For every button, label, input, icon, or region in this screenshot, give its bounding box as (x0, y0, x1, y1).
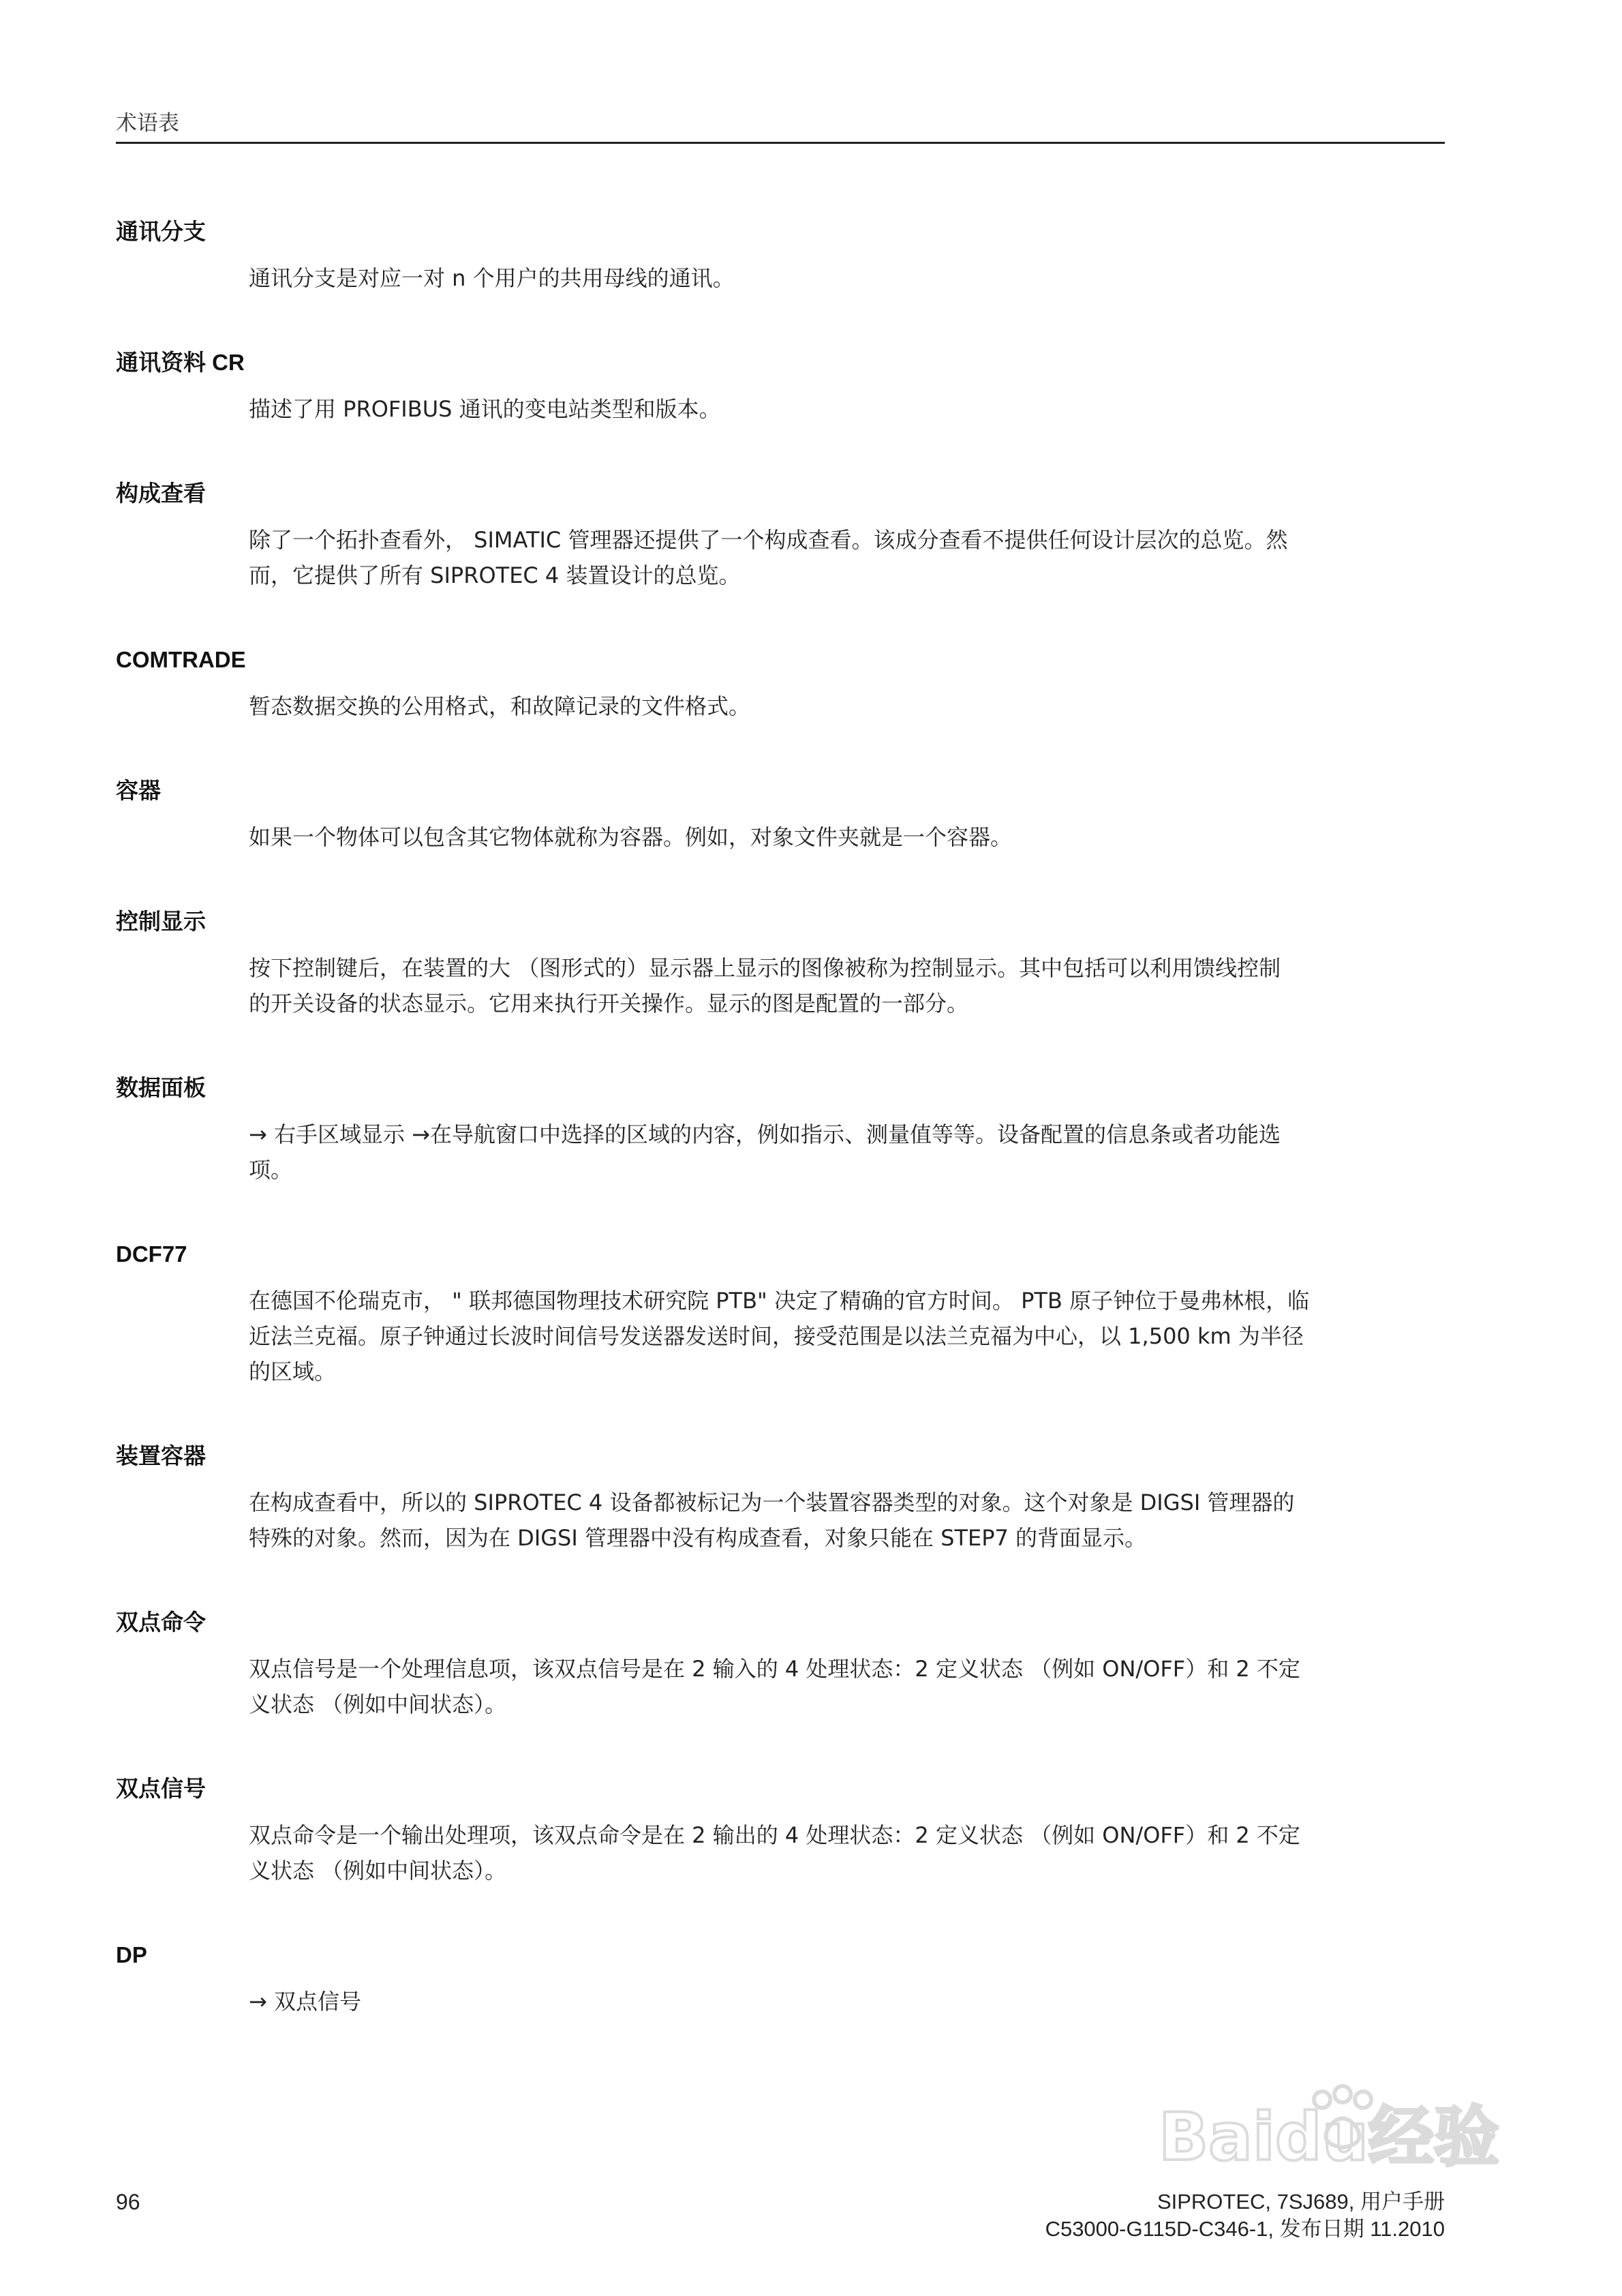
page-number: 96 (116, 2190, 140, 2214)
glossary-term: 通讯分支 (116, 219, 206, 244)
glossary-definition: 在构成查看中，所以的 SIPROTEC 4 设备都被标记为一个装置容器类型的对象。这个对象是 DIGSI 管理器的 特殊的对象。然而，因为在 DIGSI 管理器中没有构成查看，对象只能在 STEP7 的背面显示。 (249, 1490, 1295, 1551)
section-title: 术语表 (116, 111, 179, 136)
baidu-watermark (1152, 2079, 1533, 2175)
glossary-entry (116, 1074, 1445, 1188)
glossary-entry (116, 908, 1445, 1021)
baidu-logo-icon (1152, 2079, 1533, 2175)
glossary-definition: 双点命令是一个输出处理项，该双点命令是在 2 输出的 4 处理状态：2 定义状态 （例如 ON/OFF）和 2 不定 义状态 （例如中间状态）。 (249, 1822, 1300, 1884)
glossary-definition: 描述了用 PROFIBUS 通讯的变电站类型和版本。 (249, 396, 721, 422)
glossary-definition: 暂态数据交换的公用格式，和故障记录的文件格式。 (249, 693, 751, 719)
glossary-term: DP (116, 1942, 147, 1967)
glossary-entry (116, 646, 1445, 724)
glossary-entry (116, 1442, 1445, 1556)
glossary-term: 控制显示 (116, 909, 206, 934)
glossary-definition: → 右手区域显示 →在导航窗口中选择的区域的内容，例如指示、测量值等等。设备配置的信息条或者功能选 项。 (249, 1121, 1281, 1183)
glossary-list (116, 218, 1445, 2072)
glossary-term: 构成查看 (116, 481, 206, 506)
glossary-entry (116, 1241, 1445, 1389)
glossary-definition: 通讯分支是对应一对 n 个用户的共用母线的通讯。 (249, 265, 735, 291)
glossary-entry (116, 1942, 1445, 2019)
glossary-term: 双点命令 (116, 1610, 206, 1635)
glossary-definition: 在德国不伦瑞克市， " 联邦德国物理技术研究院 PTB" 决定了精确的官方时间。 PTB 原子钟位于曼弗林根，临 近法兰克福。原子钟通过长波时间信号发送器发送时间，接受范围是以法兰克福为中心，以 1,500 km 为半径 的区域。 (249, 1288, 1310, 1385)
glossary-entry (116, 777, 1445, 855)
glossary-definition: 双点信号是一个处理信息项，该双点信号是在 2 输入的 4 处理状态：2 定义状态 （例如 ON/OFF）和 2 不定 义状态 （例如中间状态）。 (249, 1656, 1300, 1717)
glossary-entry (116, 1609, 1445, 1722)
glossary-term: DCF77 (116, 1241, 187, 1267)
glossary-term: 装置容器 (116, 1443, 206, 1468)
glossary-term: 容器 (116, 778, 161, 803)
footer-product-line: SIPROTEC, 7SJ689, 用户手册 (1157, 2190, 1445, 2214)
glossary-entry (116, 349, 1445, 427)
footer-document-id: C53000-G115D-C346-1, 发布日期 11.2010 (1045, 2217, 1445, 2241)
glossary-definition: 按下控制键后，在装置的大 （图形式的）显示器上显示的图像被称为控制显示。其中包括可以利用馈线控制 的开关设备的状态显示。它用来执行开关操作。显示的图是配置的一部分。 (249, 955, 1281, 1016)
glossary-term: 通讯资料 CR (116, 350, 245, 375)
glossary-term: 数据面板 (116, 1075, 206, 1100)
glossary-term: COMTRADE (116, 647, 246, 672)
glossary-definition: 除了一个拓扑查看外， SIMATIC 管理器还提供了一个构成查看。该成分查看不提供任何设计层次的总览。然 而，它提供了所有 SIPROTEC 4 装置设计的总览。 (249, 527, 1288, 588)
glossary-term: 双点信号 (116, 1776, 206, 1801)
glossary-entry (116, 480, 1445, 593)
page-header (116, 108, 1445, 144)
footer-info (1045, 2188, 1445, 2243)
glossary-definition: 如果一个物体可以包含其它物体就称为容器。例如，对象文件夹就是一个容器。 (249, 824, 1013, 850)
glossary-definition: → 双点信号 (249, 1989, 361, 2014)
glossary-entry (116, 218, 1445, 296)
glossary-entry (116, 1775, 1445, 1888)
watermark-text: Baidu经验 (1159, 2099, 1499, 2175)
